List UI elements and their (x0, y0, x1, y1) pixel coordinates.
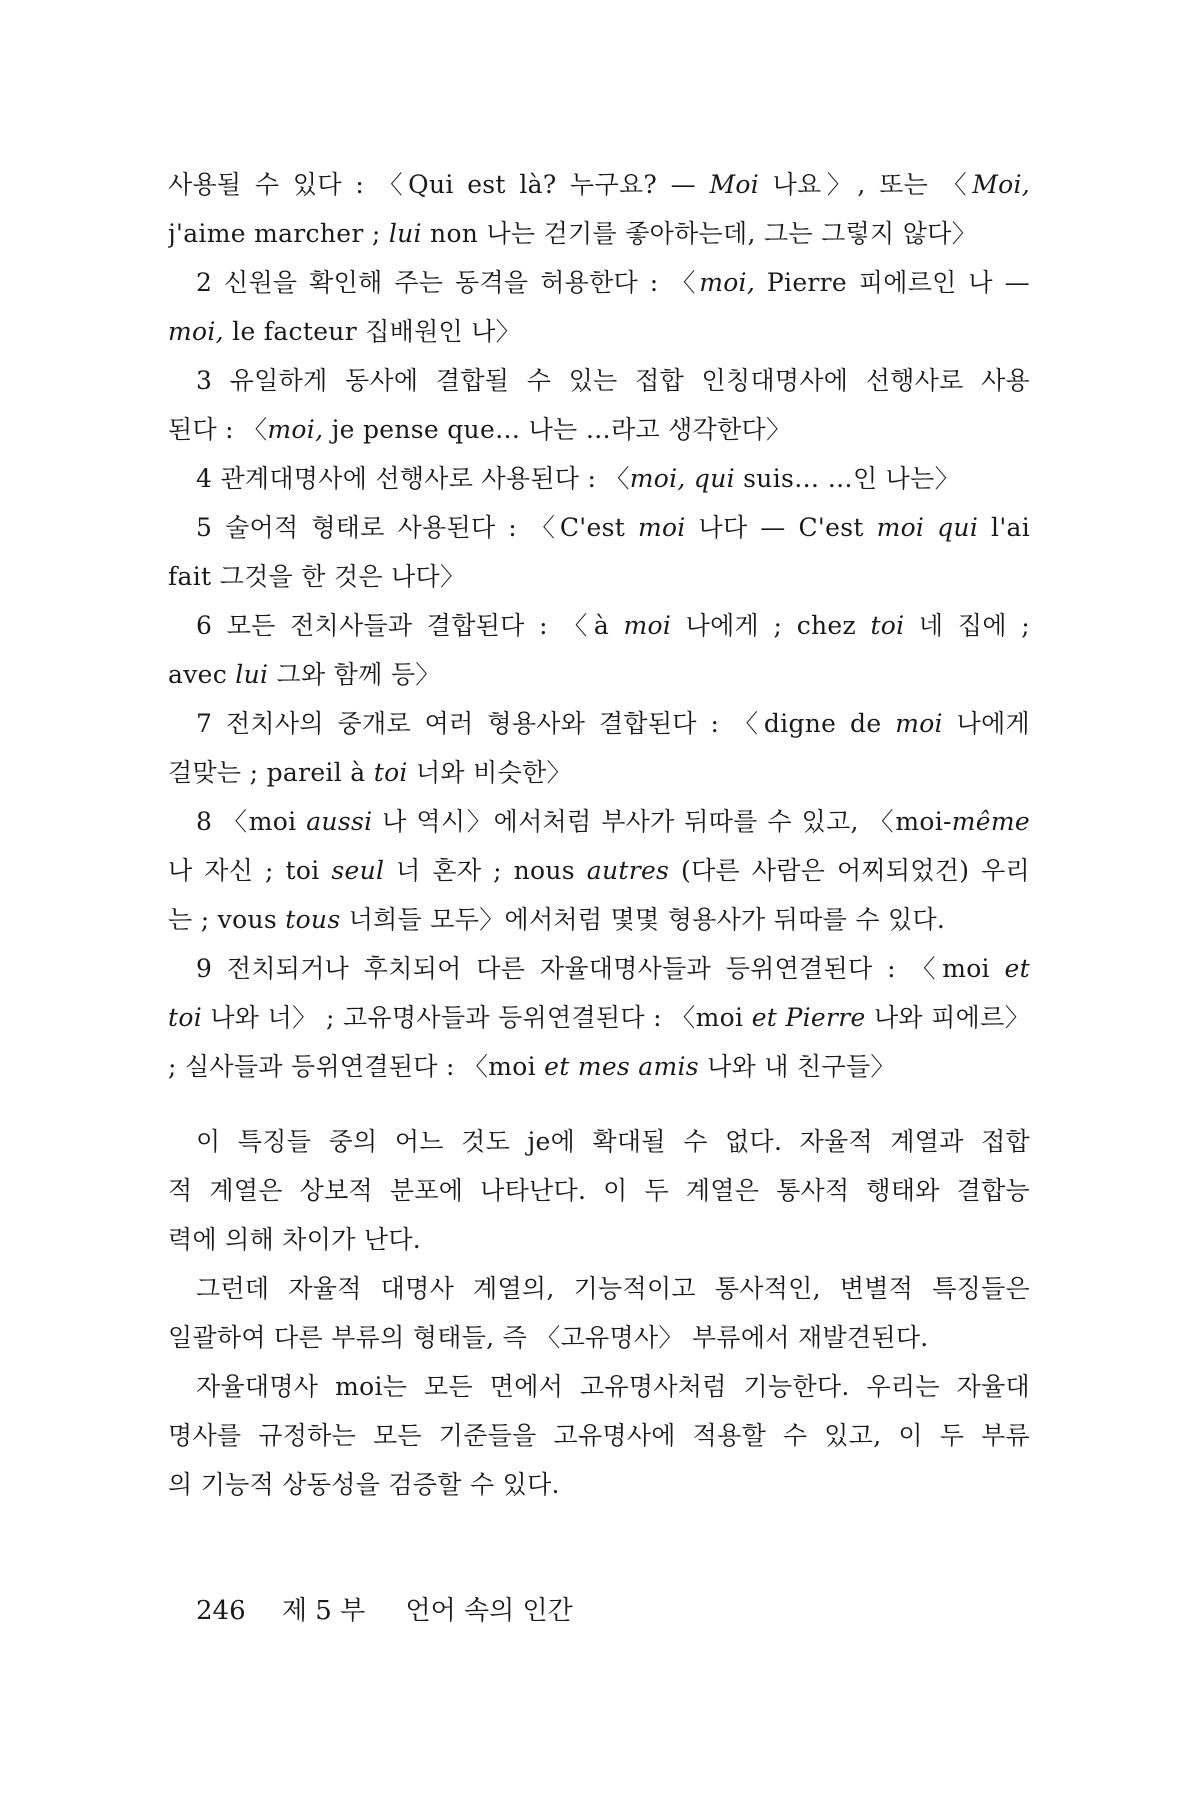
text-segment: lui (388, 219, 422, 248)
page-number: 246 (196, 1596, 246, 1626)
text-segment: et mes amis (544, 1052, 699, 1081)
text-segment: toi (870, 611, 905, 640)
text-segment: 나 역시〉에서처럼 부사가 뒤따를 수 있고, 〈moi- (372, 807, 952, 836)
text-line (168, 748, 1030, 797)
text-line (168, 503, 1030, 552)
text-segment: lui (235, 660, 269, 689)
text-segment: je pense que… 나는 …라고 생각한다〉 (323, 415, 792, 444)
text-segment: 나요〉, 또는 〈 (759, 170, 973, 199)
text-segment: ; 실사들과 등위연결된다 : 〈moi (168, 1052, 545, 1081)
text-segment: 나와 너〉 ; 고유명사들과 등위연결된다 : 〈moi (202, 1003, 752, 1032)
text-segment: moi, (267, 415, 324, 444)
text-line (168, 944, 1030, 993)
text-line (168, 1166, 1030, 1215)
text-line (168, 160, 1030, 209)
text-line (168, 356, 1030, 405)
text-segment: 너와 비슷한〉 (407, 758, 572, 787)
text-segment: 그와 함께 등〉 (268, 660, 441, 689)
page-footer (196, 1590, 573, 1627)
text-segment: 명사를 규정하는 모든 기준들을 고유명사에 적용할 수 있고, 이 두 부류 (168, 1421, 1030, 1450)
text-segment: 나에게 (942, 709, 1030, 738)
text-segment: 그런데 자율적 대명사 계열의, 기능적이고 통사적인, 변별적 특징들은 (196, 1274, 1030, 1303)
text-segment: 적 계열은 상보적 분포에 나타난다. 이 두 계열은 통사적 행태와 결합능 (168, 1176, 1030, 1205)
text-segment: 일괄하여 다른 부류의 형태들, 즉 〈고유명사〉 부류에서 재발견된다. (168, 1323, 929, 1352)
text-segment: l'ai (978, 513, 1030, 542)
text-segment: moi, (699, 268, 756, 297)
text-segment: 나와 피에르〉 (865, 1003, 1030, 1032)
text-segment: suis… …인 나는〉 (734, 464, 960, 493)
text-segment: non 나는 걷기를 좋아하는데, 그는 그렇지 않다〉 (421, 219, 977, 248)
text-segment: 2 신원을 확인해 주는 동격을 허용한다 : 〈 (196, 268, 700, 297)
text-line (168, 405, 1030, 454)
text-segment: 걸맞는 ; pareil à (168, 758, 374, 787)
text-segment: 나와 내 친구들〉 (698, 1052, 896, 1081)
text-line (168, 699, 1030, 748)
text-segment: même (951, 807, 1030, 836)
text-segment: 나 자신 ; toi (168, 856, 332, 885)
text-segment: 9 전치되거나 후치되어 다른 자율대명사들과 등위연결된다 : 〈moi (196, 954, 1005, 983)
text-segment: 는 ; vous (168, 905, 286, 934)
text-segment: et (1004, 954, 1030, 983)
text-line (168, 1313, 1030, 1362)
text-segment: 너희들 모두〉에서처럼 몇몇 형용사가 뒤따를 수 있다. (340, 905, 946, 934)
text-line (168, 1042, 1030, 1091)
text-segment: 사용될 수 있다 : 〈Qui est là? 누구요? — (168, 170, 710, 199)
text-line (168, 846, 1030, 895)
text-line (168, 1117, 1030, 1166)
text-segment: 7 전치사의 중개로 여러 형용사와 결합된다 : 〈digne de (196, 709, 896, 738)
text-segment: toi (373, 758, 408, 787)
text-segment: toi (168, 1003, 202, 1032)
text-segment: autres (586, 856, 670, 885)
text-segment: et Pierre (751, 1003, 866, 1032)
text-segment: 8 〈moi (196, 807, 307, 836)
text-segment: moi (623, 611, 672, 640)
text-line (168, 454, 1030, 503)
text-line (168, 895, 1030, 944)
text-line (168, 797, 1030, 846)
text-segment: 나다 — C'est (685, 513, 877, 542)
text-segment: (다른 사람은 어찌되었건) 우리 (669, 856, 1030, 885)
text-line (168, 650, 1030, 699)
text-segment: moi, (168, 317, 224, 346)
text-segment: fait 그것을 한 것은 나다〉 (168, 562, 466, 591)
text-segment: moi (895, 709, 943, 738)
text-line (168, 209, 1030, 258)
text-segment: 네 집에 ; (904, 611, 1030, 640)
text-line (168, 1460, 1030, 1509)
text-line (168, 993, 1030, 1042)
text-line (168, 1264, 1030, 1313)
text-line (168, 601, 1030, 650)
text-segment: Moi, (972, 170, 1030, 199)
text-segment: 6 모든 전치사들과 결합된다 : 〈à (196, 611, 624, 640)
paragraph-gap (168, 1091, 1030, 1117)
text-segment: 나에게 ; chez (671, 611, 871, 640)
text-segment: aussi (306, 807, 373, 836)
text-line (168, 1362, 1030, 1411)
text-segment: 3 유일하게 동사에 결합될 수 있는 접합 인칭대명사에 선행사로 사용 (196, 366, 1030, 395)
text-line (168, 1411, 1030, 1460)
text-segment: le facteur 집배원인 나〉 (223, 317, 521, 346)
text-line (168, 1215, 1030, 1264)
text-segment: Pierre 피에르인 나 — (755, 268, 1030, 297)
text-line (168, 552, 1030, 601)
text-segment: 자율대명사 moi는 모든 면에서 고유명사처럼 기능한다. 우리는 자율대 (196, 1372, 1030, 1401)
page-body (168, 160, 1030, 1509)
text-segment: 의 기능적 상동성을 검증할 수 있다. (168, 1470, 560, 1499)
text-segment: moi qui (876, 513, 979, 542)
text-line (168, 307, 1030, 356)
chapter-title: 언어 속의 인간 (405, 1596, 573, 1626)
text-segment: moi, qui (629, 464, 735, 493)
text-segment: Moi (709, 170, 760, 199)
text-segment: tous (285, 905, 341, 934)
part-label: 제 5 부 (281, 1596, 366, 1626)
text-segment: j'aime marcher ; (168, 219, 389, 248)
text-segment: 5 술어적 형태로 사용된다 : 〈C'est (196, 513, 638, 542)
text-segment: moi (637, 513, 686, 542)
text-line (168, 258, 1030, 307)
text-segment: 력에 의해 차이가 난다. (168, 1225, 422, 1254)
text-segment: 너 혼자 ; nous (384, 856, 587, 885)
text-segment: 이 특징들 중의 어느 것도 je에 확대될 수 없다. 자율적 계열과 접합 (196, 1127, 1030, 1156)
text-segment: 된다 : 〈 (168, 415, 268, 444)
text-segment: avec (168, 660, 236, 689)
text-segment: seul (331, 856, 385, 885)
text-segment: 4 관계대명사에 선행사로 사용된다 : 〈 (196, 464, 630, 493)
